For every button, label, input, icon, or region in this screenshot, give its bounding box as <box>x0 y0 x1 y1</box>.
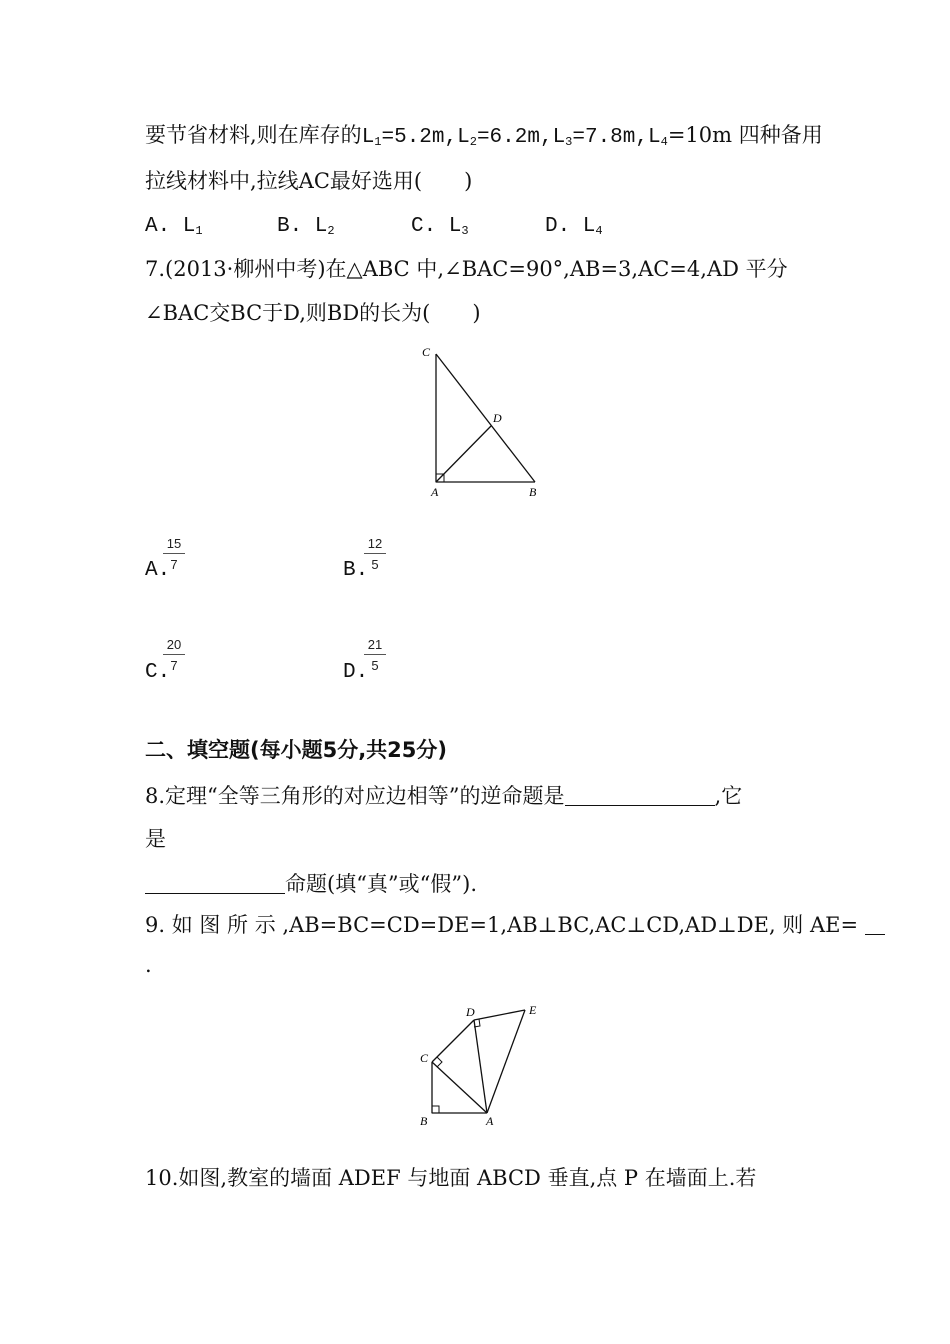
fraction-d: $\frac{21}{5}$ <box>364 637 386 673</box>
edge-da <box>474 1020 487 1113</box>
label-c: C <box>422 345 431 359</box>
q6-option-c: C. $L_3$ <box>411 215 469 238</box>
right-angle-b <box>432 1106 439 1113</box>
q7-option-d: D. <box>343 661 369 684</box>
q7-line-2: ∠BAC交BC于D,则BD的长为( ) <box>145 301 481 325</box>
right-angle-c <box>437 1057 442 1067</box>
q10-line-1: 10.如图,教室的墙面 ADEF 与地面 ABCD 垂直,点 P 在墙面上.若 <box>145 1166 757 1190</box>
q6-option-a: A. $L_1$ <box>145 215 203 238</box>
fraction-a: $\frac{15}{7}$ <box>163 536 185 572</box>
q7-option-b: B. <box>343 559 369 582</box>
answer-blank-2[interactable] <box>145 873 285 894</box>
label-e: E <box>529 1003 537 1017</box>
q8-line-1: 8.定理“全等三角形的对应边相等”的逆命题是 ,它 <box>145 784 743 808</box>
q9-line-2: . <box>145 953 152 977</box>
spiral-triangles-figure <box>412 998 562 1133</box>
label-a: A <box>486 1114 494 1128</box>
section-2-title: 二、填空题(每小题5分,共25分) <box>145 738 448 762</box>
label-b: B <box>420 1114 428 1128</box>
edge-ea <box>487 1010 525 1113</box>
l1-value: $L_1=5.2m,L_2=6.2m,L_3=7.8m,L_4$ <box>361 126 668 149</box>
label-d: D <box>493 411 502 425</box>
q7-option-c: C. <box>145 661 171 684</box>
q7-line-1: 7.(2013·柳州中考)在△ABC 中,∠BAC=90°,AB=3,AC=4,AD 平分 <box>145 257 788 281</box>
q6-line-1: 要节省材料,则在库存的$L_1=5.2m,L_2=6.2m,L_3=7.8m,L_4=10m$ 四种备用 <box>145 123 823 149</box>
edge-ca <box>432 1062 487 1113</box>
label-c: C <box>420 1051 429 1065</box>
edge-de <box>474 1010 525 1020</box>
q6-line-2: 拉线材料中,拉线AC最好选用( ) <box>145 169 473 193</box>
answer-blank-3[interactable] <box>865 914 885 935</box>
label-d: D <box>466 1005 475 1019</box>
q8-line-3: 命题(填“真”或“假”). <box>145 873 477 895</box>
fraction-b: $\frac{12}{5}$ <box>364 536 386 572</box>
label-b: B <box>529 485 537 499</box>
q9-line-1: 9. 如 图 所 示 ,AB=BC=CD=DE=1,AB⊥BC,AC⊥CD,AD⊥DE, 则 AE= <box>145 914 885 936</box>
q6-option-d: D. $L_4$ <box>545 215 603 238</box>
triangle-abc-figure <box>420 342 560 502</box>
answer-blank-1[interactable] <box>565 785 715 806</box>
label-a: A <box>431 485 439 499</box>
edge-bc <box>436 354 535 482</box>
edge-cd <box>432 1020 474 1062</box>
q7-option-a: A. <box>145 559 171 582</box>
fraction-c: $\frac{20}{7}$ <box>163 637 185 673</box>
q6-option-b: B. $L_2$ <box>277 215 335 238</box>
q8-line-2: 是 <box>145 827 166 851</box>
